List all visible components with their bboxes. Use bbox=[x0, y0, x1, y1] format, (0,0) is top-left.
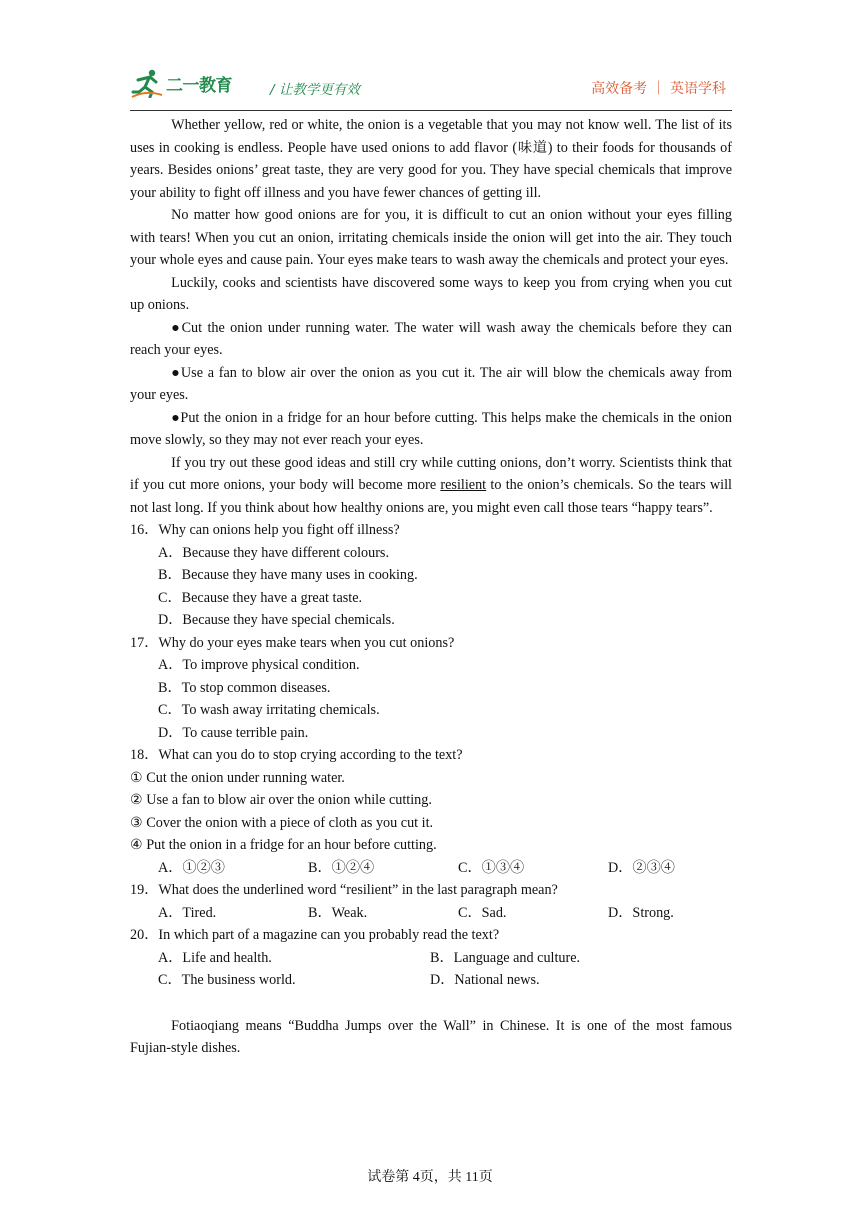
answer-option: A．①②③ bbox=[158, 859, 225, 876]
answer-option: B．To stop common diseases. bbox=[158, 679, 331, 696]
answer-option-row bbox=[158, 969, 732, 992]
runner-logo-icon bbox=[130, 68, 164, 98]
numbered-item: ② Use a fan to blow air over the onion while cutting. bbox=[130, 792, 432, 808]
answer-option: A．To improve physical condition. bbox=[158, 657, 360, 673]
answer-option-row bbox=[158, 902, 732, 925]
answer-option: B．Language and culture. bbox=[430, 949, 581, 966]
question-stem: 16．Why can onions help you fight off illness? bbox=[130, 522, 400, 538]
page-header bbox=[130, 68, 730, 104]
answer-option: D．Because they have special chemicals. bbox=[158, 612, 395, 628]
answer-option: A．Tired. bbox=[158, 904, 217, 921]
answer-option: A．Life and health. bbox=[158, 949, 272, 966]
passage-paragraph: Whether yellow, red or white, the onion is a vegetable that you may not know well. The list of its uses in cooking is endless. People have used onions to add flavor (味道) to their foods for thousands of years. Besides onions’ great taste, they are very good for you. They have special chemicals that improve your ability to fight off illness and you have fewer chances of getting ill. bbox=[130, 117, 732, 201]
passage-paragraph bbox=[130, 452, 732, 520]
exam-content bbox=[130, 114, 732, 1060]
page-footer: 试卷第 4页，共 11页 bbox=[367, 1170, 493, 1185]
answer-option: C．Sad. bbox=[458, 904, 507, 921]
passage-bullet: ●Put the onion in a fridge for an hour before cutting. This helps make the chemicals in the onion move slowly, so they may not ever reach your eyes. bbox=[130, 409, 732, 448]
answer-option: C．①③④ bbox=[458, 859, 525, 876]
answer-option: C．To wash away irritating chemicals. bbox=[158, 702, 380, 718]
header-slogan: / 让教学更有效 bbox=[270, 82, 360, 98]
text-run: If you try out these good ideas and still cry while cutting onions, don’t worry. Scientists think that if you cut more onions, your body will become more bbox=[130, 454, 732, 493]
passage-paragraph: No matter how good onions are for you, it is difficult to cut an onion without your eyes filling with tears! When you cut an onion, irritating chemicals inside the onion will get into the air. They touch your whole eyes and cause pain. Your eyes make tears to wash away the chemicals and protect your eyes. bbox=[130, 207, 732, 268]
header-divider bbox=[130, 110, 732, 111]
underlined-word: resilient bbox=[440, 477, 487, 493]
numbered-item: ① Cut the onion under running water. bbox=[130, 769, 345, 786]
text-run: to the onion’s chemicals. So the tears will not last long. If you think about how healthy onions are, you might even call those tears “happy tears”. bbox=[130, 477, 732, 516]
answer-option-row bbox=[158, 857, 732, 880]
spacer bbox=[130, 992, 732, 1015]
answer-option: C．Because they have a great taste. bbox=[158, 589, 363, 606]
answer-option-row bbox=[158, 947, 732, 970]
passage-paragraph: Fotiaoqiang means “Buddha Jumps over the Wall” in Chinese. It is one of the most famous Fujian-style dishes. bbox=[130, 1017, 732, 1056]
passage-paragraph: Luckily, cooks and scientists have discovered some ways to keep you from crying when you cut up onions. bbox=[130, 274, 732, 313]
question-stem: 17．Why do your eyes make tears when you cut onions? bbox=[130, 634, 455, 651]
passage-bullet: ●Cut the onion under running water. The water will wash away the chemicals before they can reach your eyes. bbox=[130, 319, 732, 358]
question-stem: 20．In which part of a magazine can you probably read the text? bbox=[130, 927, 500, 943]
logo-text: 二一教育 bbox=[166, 75, 232, 96]
logo bbox=[130, 68, 232, 98]
question-stem: 19．What does the underlined word “resilient” in the last paragraph mean? bbox=[130, 882, 558, 898]
answer-option: D．To cause terrible pain. bbox=[158, 724, 309, 741]
answer-option: D．②③④ bbox=[608, 859, 675, 876]
answer-option: A．Because they have different colours. bbox=[158, 544, 389, 561]
answer-option: B．Because they have many uses in cooking. bbox=[158, 567, 418, 583]
answer-option: B．Weak. bbox=[308, 904, 368, 921]
passage-bullet: ●Use a fan to blow air over the onion as you cut it. The air will blow the chemicals away from your eyes. bbox=[130, 364, 732, 403]
answer-option: D．Strong. bbox=[608, 904, 674, 921]
answer-option: D．National news. bbox=[430, 972, 540, 988]
numbered-item: ④ Put the onion in a fridge for an hour before cutting. bbox=[130, 837, 437, 853]
question-stem: 18．What can you do to stop crying according to the text? bbox=[130, 747, 463, 763]
header-tagline: 高效备考 ｜ 英语学科 bbox=[591, 81, 726, 97]
answer-option: B．①②④ bbox=[308, 859, 375, 876]
numbered-item: ③ Cover the onion with a piece of cloth as you cut it. bbox=[130, 814, 434, 831]
answer-option: C．The business world. bbox=[158, 972, 296, 988]
